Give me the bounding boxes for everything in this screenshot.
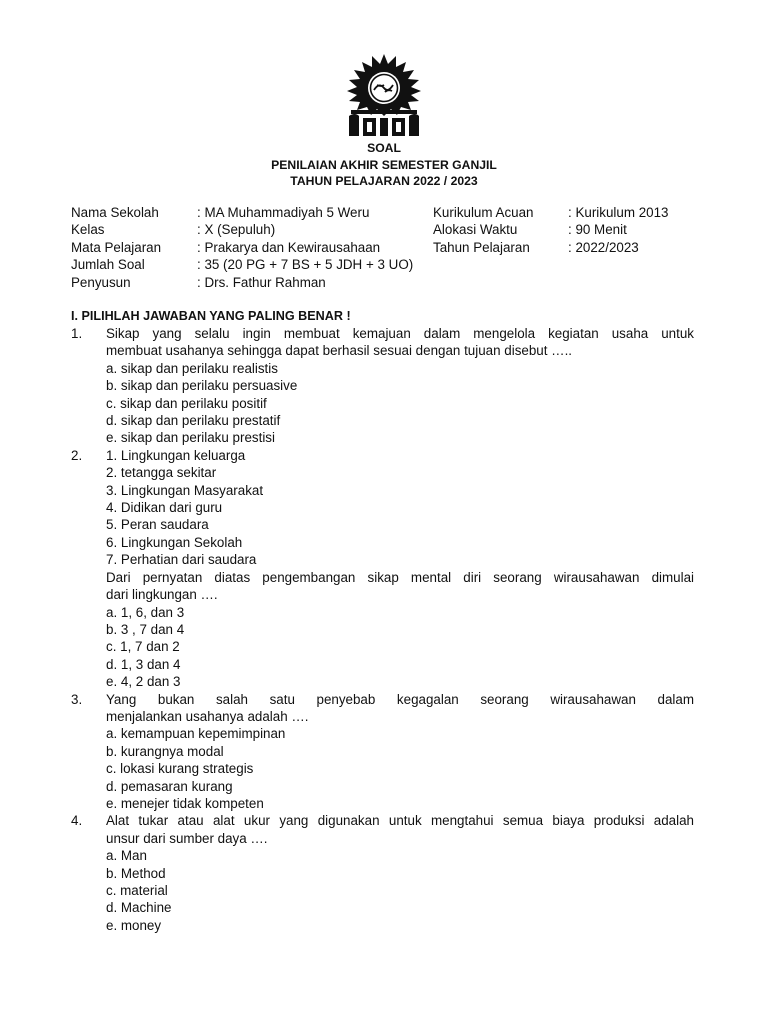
- question-list: [71, 325, 694, 934]
- muhammadiyah-logo: [339, 52, 429, 136]
- question-text: unsur dari sumber daya ….: [106, 830, 268, 846]
- answer-option: c. sikap dan perilaku positif: [106, 395, 267, 411]
- info-key: Mata Pelajaran: [71, 239, 162, 255]
- question-text: Sikap yang selalu ingin membuat kemajuan dalam mengelola kegiatan usaha untuk: [106, 326, 694, 341]
- question-4: [71, 812, 694, 934]
- statement-item: 5. Peran saudara: [106, 517, 209, 533]
- statement-item: 1. Lingkungan keluarga: [106, 447, 246, 463]
- answer-option: e. money: [106, 917, 162, 933]
- question-number: 3.: [71, 691, 83, 707]
- answer-option: b. Method: [106, 865, 166, 881]
- statement-item: 7. Perhatian dari saudara: [106, 552, 257, 568]
- statement-item: 3. Lingkungan Masyarakat: [106, 482, 264, 498]
- info-key: Kurikulum Acuan: [433, 205, 534, 220]
- question-text: Yang bukan salah satu penyebab kegagalan seorang wirausahawan dalam: [106, 691, 694, 707]
- exam-info-table: [71, 204, 711, 291]
- answer-option: e. menejer tidak kompeten: [106, 795, 264, 811]
- answer-option: c. material: [106, 883, 168, 898]
- statement-item: 2. tetangga sekitar: [106, 465, 217, 481]
- answer-option: c. 1, 7 dan 2: [106, 639, 180, 655]
- info-value: : MA Muhammadiyah 5 Weru: [197, 205, 370, 220]
- info-value: : 35 (20 PG + 7 BS + 5 JDH + 3 UO): [197, 257, 414, 273]
- info-row: [71, 221, 711, 238]
- question-text: Alat tukar atau alat ukur yang digunakan untuk mengtahui semua biaya produksi adalah: [106, 813, 694, 829]
- doc-year: TAHUN PELAJARAN 2022 / 2023: [290, 174, 478, 188]
- info-key: Jumlah Soal: [71, 257, 145, 273]
- info-value: : Kurikulum 2013: [568, 205, 669, 220]
- question-number: 2.: [71, 447, 83, 463]
- doc-subtitle: PENILAIAN AKHIR SEMESTER GANJIL: [271, 158, 497, 172]
- answer-option: d. 1, 3 dan 4: [106, 656, 181, 672]
- question-text: Dari pernyatan diatas pengembangan sikap mental diri seorang wirausahawan dimulai: [106, 569, 694, 585]
- statement-item: 4. Didikan dari guru: [106, 500, 223, 516]
- info-key: Alokasi Waktu: [433, 222, 518, 238]
- question-number: 1.: [71, 326, 83, 341]
- question-text: dari lingkungan ….: [106, 587, 218, 603]
- question-3: [71, 691, 694, 813]
- info-row: [71, 239, 711, 256]
- answer-option: d. pemasaran kurang: [106, 778, 233, 794]
- answer-option: b. kurangnya modal: [106, 743, 224, 759]
- answer-option: a. Man: [106, 848, 147, 864]
- question-1: [71, 325, 694, 447]
- info-value: : Drs. Fathur Rahman: [197, 274, 326, 290]
- question-number: 4.: [71, 813, 83, 829]
- doc-title: SOAL: [367, 141, 401, 155]
- answer-option: b. sikap dan perilaku persuasive: [106, 378, 298, 394]
- info-key: Penyusun: [71, 274, 131, 290]
- answer-option: a. kemampuan kepemimpinan: [106, 726, 286, 742]
- info-value: : 2022/2023: [568, 239, 639, 255]
- info-row: [71, 256, 711, 273]
- answer-option: a. sikap dan perilaku realistis: [106, 360, 278, 376]
- info-value: : 90 Menit: [568, 222, 627, 238]
- answer-option: e. sikap dan perilaku prestisi: [106, 430, 275, 446]
- question-2: [71, 447, 694, 691]
- section-title: I. PILIHLAH JAWABAN YANG PALING BENAR !: [71, 309, 351, 323]
- info-row: [71, 274, 711, 291]
- answer-option: b. 3 , 7 dan 4: [106, 621, 185, 637]
- statement-item: 6. Lingkungan Sekolah: [106, 534, 243, 550]
- answer-option: d. sikap dan perilaku prestatif: [106, 413, 281, 429]
- answer-option: c. lokasi kurang strategis: [106, 761, 254, 777]
- info-value: : Prakarya dan Kewirausahaan: [197, 239, 381, 255]
- answer-option: a. 1, 6, dan 3: [106, 604, 185, 620]
- info-row: [71, 204, 711, 221]
- question-text: membuat usahanya sehingga dapat berhasil sesuai dengan tujuan disebut …..: [106, 343, 573, 359]
- info-key: Nama Sekolah: [71, 205, 159, 220]
- info-key: Kelas: [71, 222, 105, 238]
- answer-option: e. 4, 2 dan 3: [106, 674, 181, 690]
- question-text: menjalankan usahanya adalah ….: [106, 708, 309, 724]
- info-value: : X (Sepuluh): [197, 222, 276, 238]
- info-key: Tahun Pelajaran: [433, 239, 530, 255]
- answer-option: d. Machine: [106, 900, 172, 916]
